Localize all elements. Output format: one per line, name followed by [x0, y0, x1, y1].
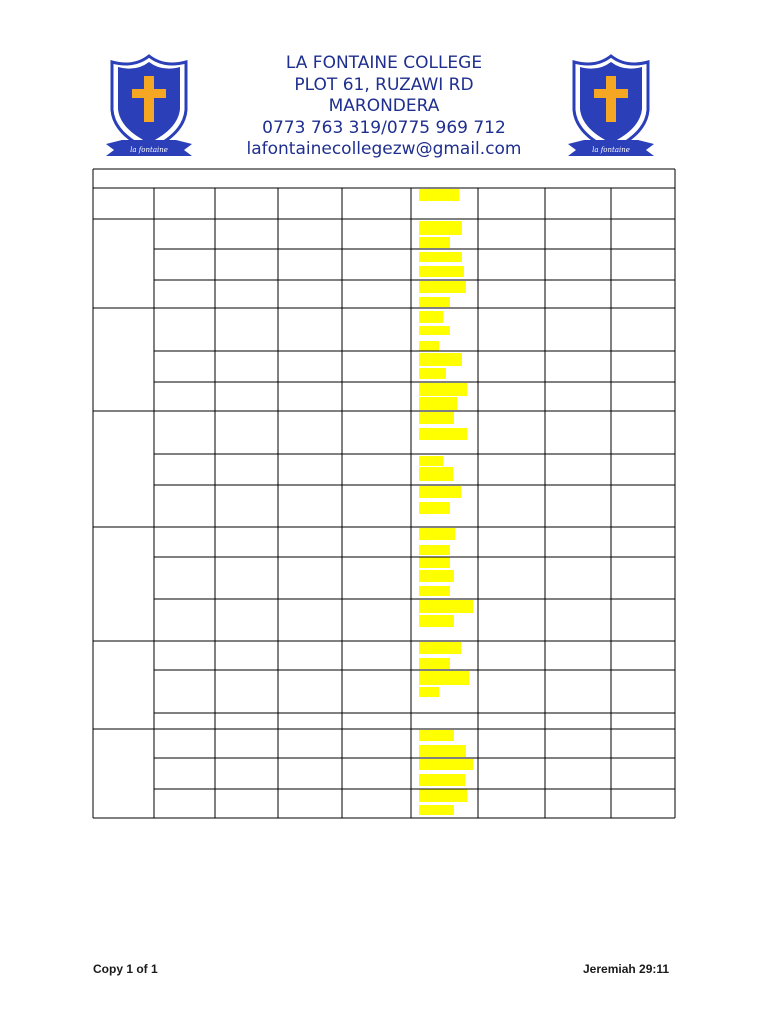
highlight-mark	[419, 221, 462, 235]
highlight-mark	[419, 456, 443, 466]
school-email: lafontainecollegezw@gmail.com	[246, 139, 522, 159]
crest-banner-text: la fontaine	[130, 146, 168, 154]
highlight-mark	[419, 486, 461, 498]
highlight-mark	[419, 658, 450, 669]
highlight-mark	[419, 805, 454, 815]
highlight-mark	[419, 297, 450, 307]
highlight-mark	[419, 237, 450, 248]
school-town: MARONDERA	[328, 96, 440, 116]
highlight-mark	[419, 759, 473, 770]
copy-label: Copy 1 of 1	[93, 962, 158, 976]
highlight-mark	[419, 745, 466, 757]
highlight-mark	[419, 311, 443, 323]
crest-banner-text: la fontaine	[592, 146, 630, 154]
highlight-mark	[419, 252, 462, 262]
highlight-mark	[419, 570, 454, 582]
highlight-mark	[419, 774, 465, 786]
highlight-mark	[419, 428, 467, 440]
highlight-mark	[419, 586, 450, 596]
highlight-mark	[419, 397, 457, 410]
highlight-mark	[419, 671, 469, 685]
highlight-mark	[419, 789, 467, 802]
highlight-mark	[419, 383, 467, 396]
highlight-mark	[419, 326, 450, 335]
highlight-mark	[419, 642, 461, 654]
highlight-mark	[419, 412, 454, 424]
highlight-mark	[419, 189, 459, 201]
highlight-mark	[419, 368, 446, 379]
highlight-mark	[419, 730, 454, 741]
school-crest-left	[104, 54, 194, 158]
highlight-mark	[419, 502, 450, 514]
highlight-mark	[419, 600, 473, 613]
cross-shield-icon	[566, 54, 656, 158]
highlight-mark	[419, 467, 453, 481]
highlight-mark	[419, 545, 450, 555]
highlight-mark	[419, 281, 466, 293]
school-crest-right	[566, 54, 656, 158]
highlight-mark	[419, 266, 464, 277]
scripture-reference: Jeremiah 29:11	[583, 962, 670, 976]
letterhead	[220, 53, 548, 161]
highlight-mark	[419, 687, 439, 697]
cross-shield-icon	[104, 54, 194, 158]
school-address: PLOT 61, RUZAWI RD	[294, 74, 474, 95]
highlight-mark	[419, 353, 462, 366]
highlight-mark	[419, 341, 439, 351]
highlight-mark	[419, 557, 450, 568]
highlight-mark	[419, 528, 455, 540]
school-name: LA FONTAINE COLLEGE	[285, 53, 483, 73]
highlight-mark	[419, 615, 454, 627]
school-phones: 0773 763 319/0775 969 712	[262, 117, 506, 138]
